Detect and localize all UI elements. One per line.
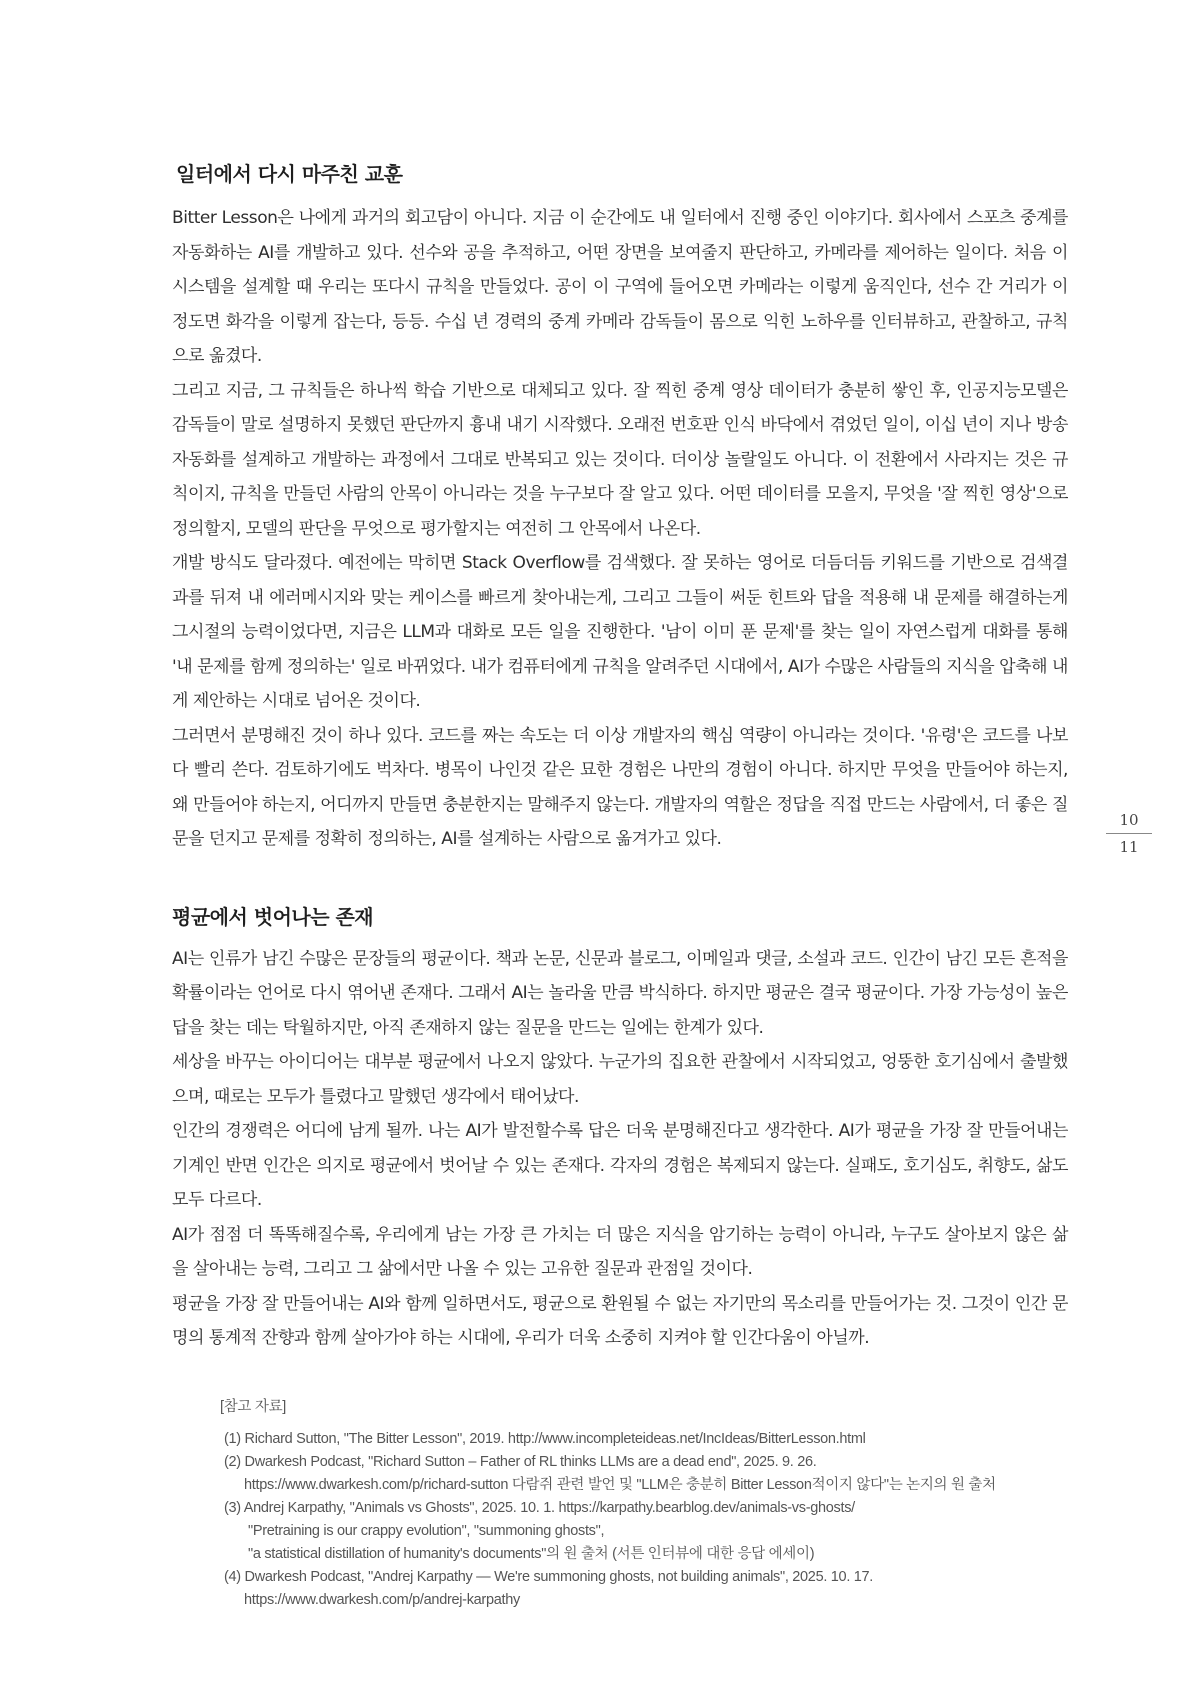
reference-item: [224, 1428, 1068, 1451]
reference-quote: "Pretraining is our crappy evolution", "summoning ghosts",: [248, 1522, 605, 1539]
reference-url[interactable]: https://www.dwarkesh.com/p/richard-sutton 다람쥐 관련 발언 및 "LLM은 충분히 Bitter Lesson적이지 않다"는 논지의 원 출처: [244, 1476, 996, 1493]
body-paragraph: AI는 인류가 남긴 수많은 문장들의 평균이다. 책과 논문, 신문과 블로그, 이메일과 댓글, 소설과 코드. 인간이 남긴 모든 흔적을 확률이라는 언어로 다시 엮어낸 존재다. 그래서 AI는 놀라울 만큼 박식하다. 하지만 평균은 결국 평균이다. 가장 가능성이 높은 답을 찾는 데는 탁월하지만, 아직 존재하지 않는 질문을 만드는 일에는 한계가 있다.: [172, 948, 1068, 1038]
body-paragraph: Bitter Lesson은 나에게 과거의 회고담이 아니다. 지금 이 순간에도 내 일터에서 진행 중인 이야기다. 회사에서 스포츠 중계를 자동화하는 AI를 개발하고 있다. 선수와 공을 추적하고, 어떤 장면을 보여줄지 판단하고, 카메라를 제어하는 일이다. 처음 이 시스템을 설계할 때 우리는 또다시 규칙을 만들었다. 공이 이 구역에 들어오면 카메라는 이렇게 움직인다, 선수 간 거리가 이 정도면 화각을 이렇게 잡는다, 등등. 수십 년 경력의 중계 카메라 감독들이 몸으로 익힌 노하우를 인터뷰하고, 관찰하고, 규칙으로 옮겼다.: [172, 208, 1068, 366]
page-number-divider: [1106, 833, 1152, 834]
reference-item: [224, 1566, 1068, 1612]
reference-quote: "a statistical distillation of humanity's documents"의 원 출처 (서튼 인터뷰에 대한 응답 에세이): [248, 1545, 815, 1562]
page-number-right: 11: [1119, 838, 1139, 856]
body-paragraph: 그리고 지금, 그 규칙들은 하나씩 학습 기반으로 대체되고 있다. 잘 찍힌 중계 영상 데이터가 충분히 쌓인 후, 인공지능모델은 감독들이 말로 설명하지 못했던 판단까지 흉내 내기 시작했다. 오래전 번호판 인식 바닥에서 겪었던 일이, 이십 년이 지나 방송자동화를 설계하고 개발하는 과정에서 그대로 반복되고 있는 것이다. 더이상 놀랄일도 아니다. 이 전환에서 사라지는 것은 규칙이지, 규칙을 만들던 사람의 안목이 아니라는 것을 누구보다 잘 알고 있다. 어떤 데이터를 모을지, 무엇을 '잘 찍힌 영상'으로 정의할지, 모델의 판단을 무엇으로 평가할지는 여전히 그 안목에서 나온다.: [172, 380, 1068, 539]
references: [220, 1396, 1068, 1612]
page-number: [1106, 811, 1152, 856]
body-paragraph: 세상을 바꾸는 아이디어는 대부분 평균에서 나오지 않았다. 누군가의 집요한 관찰에서 시작되었고, 엉뚱한 호기심에서 출발했으며, 때로는 모두가 틀렸다고 말했던 생각에서 태어났다.: [172, 1052, 1068, 1107]
page-number-left: 10: [1119, 811, 1139, 829]
reference-item: [224, 1497, 1068, 1566]
reference-line: (1) Richard Sutton, "The Bitter Lesson", 2019. http://www.incompleteideas.net/IncIdeas/BitterLesson.html: [224, 1430, 866, 1447]
body-paragraph: 인간의 경쟁력은 어디에 남게 될까. 나는 AI가 발전할수록 답은 더욱 분명해진다고 생각한다. AI가 평균을 가장 잘 만들어내는 기계인 반면 인간은 의지로 평균에서 벗어날 수 있는 존재다. 각자의 경험은 복제되지 않는다. 실패도, 호기심도, 취향도, 삶도 모두 다르다.: [172, 1121, 1068, 1210]
reference-line: (3) Andrej Karpathy, "Animals vs Ghosts", 2025. 10. 1. https://karpathy.bearblog.dev/animals-vs-ghosts/: [224, 1499, 855, 1516]
references-title: [참고 자료]: [220, 1398, 287, 1415]
reference-item: [224, 1451, 1068, 1497]
body-paragraph: 개발 방식도 달라졌다. 예전에는 막히면 Stack Overflow를 검색했다. 잘 못하는 영어로 더듬더듬 키워드를 기반으로 검색결과를 뒤져 내 에러메시지와 맞는 케이스를 빠르게 찾아내는게, 그리고 그들이 써둔 힌트와 답을 적용해 내 문제를 해결하는게 그시절의 능력이었다면, 지금은 LLM과 대화로 모든 일을 진행한다. '남이 이미 푼 문제'를 찾는 일이 자연스럽게 대화를 통해 '내 문제를 함께 정의하는' 일로 바뀌었다. 내가 컴퓨터에게 규칙을 알려주던 시대에서, AI가 수많은 사람들의 지식을 압축해 내게 제안하는 시대로 넘어온 것이다.: [172, 553, 1068, 711]
section-heading: 평균에서 벗어나는 존재: [172, 904, 374, 929]
reference-url[interactable]: https://www.dwarkesh.com/p/andrej-karpathy: [244, 1591, 520, 1608]
body-paragraph: AI가 점점 더 똑똑해질수록, 우리에게 남는 가장 큰 가치는 더 많은 지식을 암기하는 능력이 아니라, 누구도 살아보지 않은 삶을 살아내는 능력, 그리고 그 삶에서만 나올 수 있는 고유한 질문과 관점일 것이다.: [172, 1224, 1068, 1279]
reference-line: (4) Dwarkesh Podcast, "Andrej Karpathy — We're summoning ghosts, not building animals", 2025. 10. 17.: [224, 1568, 874, 1585]
body-paragraph: 평균을 가장 잘 만들어내는 AI와 함께 일하면서도, 평균으로 환원될 수 없는 자기만의 목소리를 만들어가는 것. 그것이 인간 문명의 통계적 잔향과 함께 살아가야 하는 시대에, 우리가 더욱 소중히 지켜야 할 인간다움이 아닐까.: [172, 1293, 1068, 1348]
page-content: [172, 158, 1068, 1612]
section-heading: 일터에서 다시 마주친 교훈: [176, 162, 403, 186]
body-paragraph: 그러면서 분명해진 것이 하나 있다. 코드를 짜는 속도는 더 이상 개발자의 핵심 역량이 아니라는 것이다. '유령'은 코드를 나보다 빨리 쓴다. 검토하기에도 벅차다. 병목이 나인것 같은 묘한 경험은 나만의 경험이 아니다. 하지만 무엇을 만들어야 하는지, 왜 만들어야 하는지, 어디까지 만들면 충분한지는 말해주지 않는다. 개발자의 역할은 정답을 직접 만드는 사람에서, 더 좋은 질문을 던지고 문제를 정확히 정의하는, AI를 설계하는 사람으로 옮겨가고 있다.: [172, 725, 1068, 849]
reference-line: (2) Dwarkesh Podcast, "Richard Sutton – Father of RL thinks LLMs are a dead end", 2025. 9. 26.: [224, 1453, 817, 1470]
